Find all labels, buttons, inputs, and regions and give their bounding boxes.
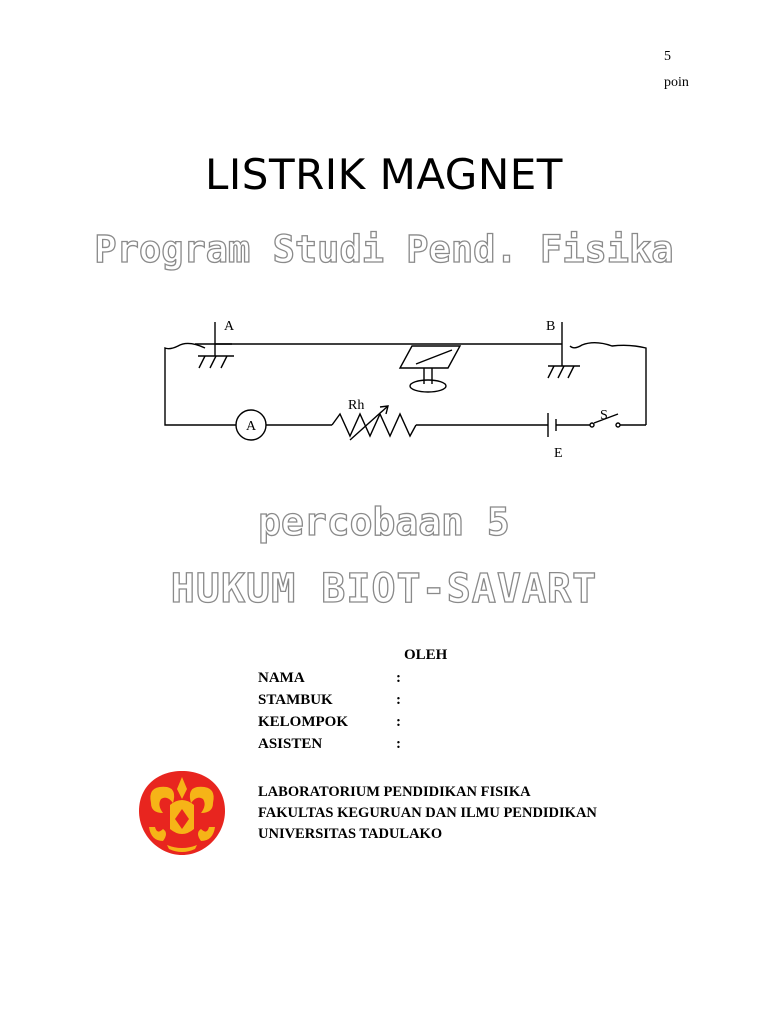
law-title: HUKUM BIOT-SAVART bbox=[170, 566, 598, 612]
field-label: NAMA bbox=[258, 670, 305, 686]
label-e: E bbox=[554, 446, 563, 461]
circuit-diagram bbox=[150, 310, 670, 470]
field-label: KELOMPOK bbox=[258, 714, 348, 730]
institution-university: UNIVERSITAS TADULAKO bbox=[258, 826, 443, 842]
field-row-stambuk bbox=[258, 689, 416, 711]
field-colon: : bbox=[396, 714, 401, 730]
compass-base bbox=[410, 380, 446, 392]
program-title: Program Studi Pend. Fisika bbox=[94, 228, 674, 271]
author-heading: OLEH bbox=[404, 647, 448, 663]
label-rh: Rh bbox=[348, 398, 365, 413]
field-row-nama bbox=[258, 667, 416, 689]
compass-plate bbox=[400, 346, 460, 368]
points-indicator bbox=[664, 44, 689, 96]
field-row-kelompok bbox=[258, 711, 416, 733]
field-label: ASISTEN bbox=[258, 736, 323, 752]
label-ammeter: A bbox=[246, 419, 257, 434]
field-row-asisten bbox=[258, 733, 416, 755]
rheostat-symbol bbox=[332, 414, 416, 436]
points-number: 5 bbox=[664, 49, 671, 64]
institution-lab: LABORATORIUM PENDIDIKAN FISIKA bbox=[258, 784, 531, 800]
field-label: STAMBUK bbox=[258, 692, 333, 708]
institution-block bbox=[258, 782, 597, 845]
field-colon: : bbox=[396, 736, 401, 752]
page-title: LISTRIK MAGNET bbox=[205, 150, 563, 199]
label-s: S bbox=[600, 408, 608, 423]
right-wire bbox=[570, 343, 646, 425]
switch-symbol bbox=[590, 423, 594, 427]
points-label: poin bbox=[664, 75, 689, 90]
institution-faculty: FAKULTAS KEGURUAN DAN ILMU PENDIDIKAN bbox=[258, 805, 597, 821]
field-colon: : bbox=[396, 692, 401, 708]
university-logo-icon bbox=[137, 769, 227, 857]
label-b: B bbox=[546, 319, 556, 334]
field-colon: : bbox=[396, 670, 401, 686]
label-a-left: A bbox=[224, 319, 235, 334]
experiment-title: percobaan 5 bbox=[258, 500, 510, 544]
identity-fields bbox=[258, 667, 416, 755]
